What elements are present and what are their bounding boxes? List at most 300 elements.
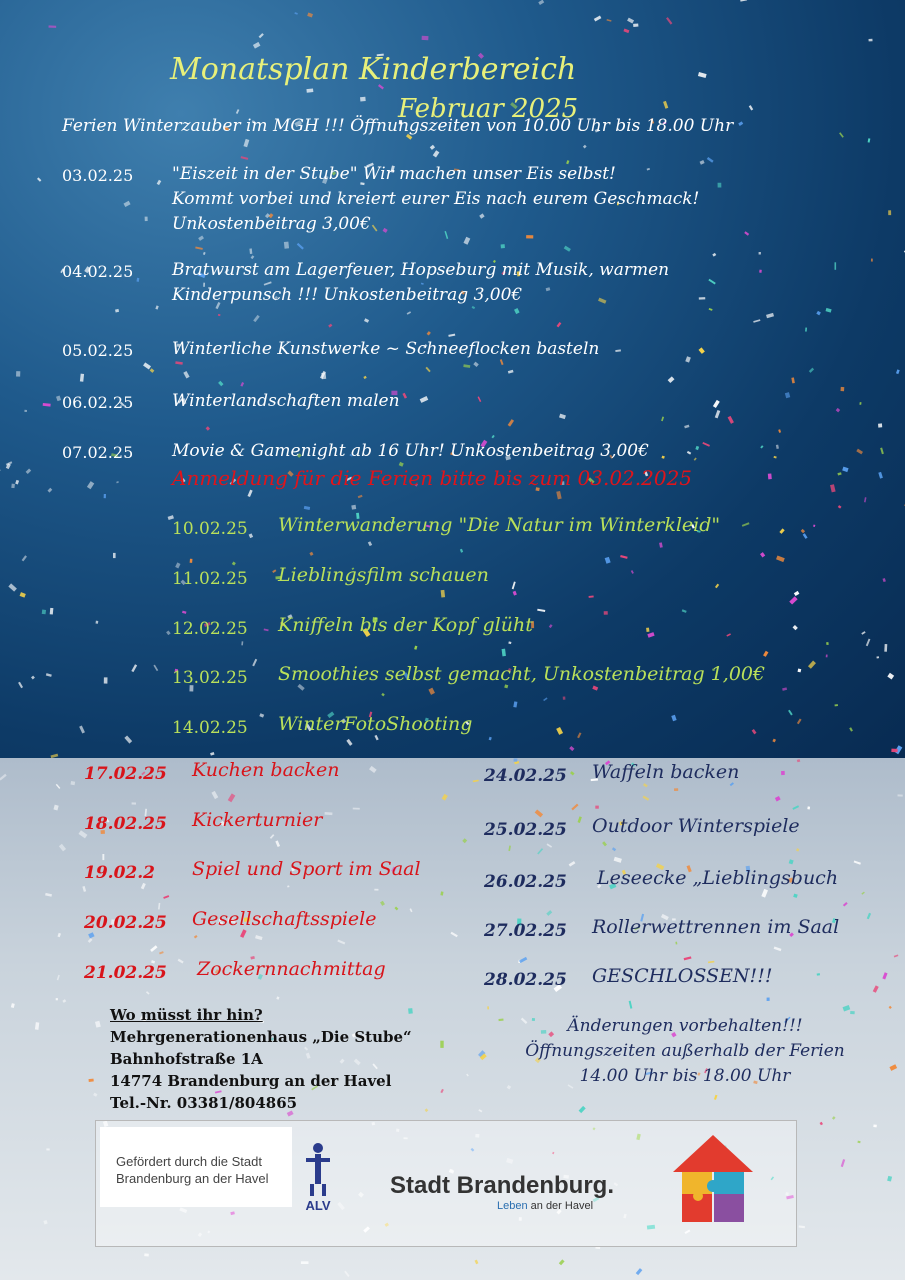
event-date: 25.02.25 bbox=[484, 820, 567, 840]
confetti-piece bbox=[46, 1148, 49, 1150]
confetti-piece bbox=[141, 883, 146, 889]
confetti-piece bbox=[294, 12, 297, 15]
confetti-piece bbox=[473, 780, 479, 783]
confetti-piece bbox=[647, 632, 654, 638]
confetti-piece bbox=[304, 506, 310, 510]
confetti-piece bbox=[820, 1122, 823, 1126]
confetti-piece bbox=[868, 138, 871, 142]
confetti-piece bbox=[857, 1141, 860, 1144]
confetti-piece bbox=[882, 972, 887, 979]
confetti-piece bbox=[116, 481, 119, 483]
puzzle-house-logo-icon bbox=[668, 1130, 758, 1230]
confetti-piece bbox=[537, 848, 543, 854]
confetti-piece bbox=[43, 403, 51, 407]
confetti-piece bbox=[595, 806, 599, 809]
confetti-piece bbox=[685, 356, 691, 362]
address-name: Mehrgenerationenhaus „Die Stube“ bbox=[110, 1028, 412, 1046]
confetti-piece bbox=[249, 533, 254, 538]
confetti-piece bbox=[157, 180, 162, 185]
confetti-piece bbox=[602, 841, 607, 846]
confetti-piece bbox=[440, 1041, 443, 1048]
confetti-piece bbox=[11, 1003, 15, 1008]
confetti-piece bbox=[56, 395, 61, 401]
event-text: Bratwurst am Lagerfeuer, Hopseburg mit Musik, warmen Kinderpunsch !!! Unkostenbeitrag 3,00€ bbox=[172, 260, 670, 305]
confetti-piece bbox=[629, 1001, 633, 1009]
confetti-piece bbox=[564, 246, 571, 252]
confetti-piece bbox=[47, 488, 52, 493]
confetti-piece bbox=[253, 42, 261, 49]
confetti-piece bbox=[287, 885, 289, 887]
confetti-piece bbox=[513, 591, 517, 596]
confetti-piece bbox=[843, 1005, 851, 1011]
confetti-piece bbox=[43, 1220, 47, 1224]
confetti-piece bbox=[826, 655, 828, 658]
confetti-piece bbox=[307, 12, 313, 17]
confetti-piece bbox=[88, 938, 93, 943]
confetti-piece bbox=[491, 435, 494, 438]
confetti-piece bbox=[832, 1116, 836, 1120]
confetti-piece bbox=[612, 847, 616, 851]
confetti-piece bbox=[871, 259, 873, 262]
confetti-piece bbox=[11, 484, 15, 489]
confetti-piece bbox=[776, 445, 779, 449]
confetti-piece bbox=[898, 794, 903, 796]
funding-box bbox=[100, 1127, 292, 1207]
confetti-piece bbox=[360, 97, 366, 102]
confetti-piece bbox=[22, 555, 27, 561]
confetti-piece bbox=[501, 244, 505, 248]
hours-note: Öffnungszeiten außerhalb der Ferien bbox=[525, 1041, 845, 1061]
confetti-piece bbox=[761, 889, 768, 898]
event-text: Spiel und Sport im Saal bbox=[192, 858, 421, 880]
confetti-piece bbox=[137, 278, 140, 282]
confetti-piece bbox=[793, 625, 798, 630]
confetti-piece bbox=[712, 253, 716, 257]
confetti-piece bbox=[808, 661, 816, 669]
confetti-piece bbox=[781, 771, 785, 775]
confetti-piece bbox=[889, 1064, 897, 1071]
confetti-piece bbox=[358, 495, 363, 498]
confetti-piece bbox=[430, 145, 435, 150]
confetti-piece bbox=[259, 713, 264, 717]
confetti-piece bbox=[836, 408, 840, 412]
confetti-piece bbox=[442, 794, 448, 801]
confetti-piece bbox=[96, 621, 99, 624]
confetti-piece bbox=[569, 746, 574, 751]
address-heading: Wo müsst ihr hin? bbox=[110, 1006, 263, 1024]
confetti-piece bbox=[805, 327, 807, 331]
event-date: 10.02.25 bbox=[172, 519, 248, 539]
event-date: 20.02.25 bbox=[84, 913, 167, 933]
confetti-piece bbox=[325, 812, 333, 815]
confetti-piece bbox=[841, 1159, 845, 1167]
confetti-piece bbox=[297, 243, 304, 250]
confetti-piece bbox=[753, 319, 760, 322]
confetti-piece bbox=[880, 448, 884, 455]
confetti-piece bbox=[801, 529, 805, 533]
confetti-piece bbox=[150, 368, 155, 373]
event-text: Winterliche Kunstwerke ~ Schneeflocken basteln bbox=[172, 339, 600, 359]
confetti-piece bbox=[744, 231, 749, 235]
confetti-piece bbox=[695, 446, 699, 450]
confetti-piece bbox=[190, 559, 193, 563]
confetti-piece bbox=[620, 555, 628, 559]
event-date: 17.02.25 bbox=[84, 764, 167, 784]
confetti-piece bbox=[240, 382, 244, 387]
confetti-piece bbox=[888, 210, 891, 215]
address-block bbox=[110, 1004, 412, 1114]
confetti-piece bbox=[826, 308, 832, 313]
confetti-piece bbox=[866, 639, 871, 647]
event-text: Movie & Gamenight ab 16 Uhr! Unkostenbeitrag 3,00€ bbox=[172, 441, 649, 461]
confetti-piece bbox=[772, 739, 776, 743]
confetti-piece bbox=[284, 242, 289, 249]
confetti-piece bbox=[487, 1006, 489, 1009]
confetti-piece bbox=[633, 23, 638, 27]
confetti-piece bbox=[502, 649, 506, 657]
confetti-piece bbox=[663, 101, 668, 109]
confetti-piece bbox=[776, 555, 785, 562]
confetti-piece bbox=[859, 402, 861, 405]
confetti-piece bbox=[792, 805, 799, 810]
confetti-piece bbox=[668, 376, 675, 383]
event-text: Winterlandschaften malen bbox=[172, 391, 400, 411]
confetti-piece bbox=[864, 497, 867, 502]
confetti-piece bbox=[368, 541, 372, 546]
confetti-piece bbox=[682, 609, 687, 613]
confetti-piece bbox=[569, 861, 576, 867]
confetti-piece bbox=[422, 36, 429, 40]
confetti-piece bbox=[556, 491, 561, 499]
confetti-piece bbox=[241, 156, 249, 160]
confetti-piece bbox=[837, 472, 841, 475]
confetti-piece bbox=[546, 910, 552, 916]
confetti-piece bbox=[163, 895, 169, 899]
confetti-piece bbox=[749, 105, 753, 110]
confetti-piece bbox=[861, 631, 865, 635]
confetti-piece bbox=[835, 262, 837, 270]
event-date: 18.02.25 bbox=[84, 814, 167, 834]
confetti-piece bbox=[514, 308, 520, 314]
confetti-piece bbox=[557, 322, 562, 327]
confetti-piece bbox=[337, 940, 345, 945]
event-date: 04.02.25 bbox=[62, 262, 134, 281]
confetti-piece bbox=[738, 121, 743, 126]
confetti-piece bbox=[0, 774, 7, 781]
confetti-piece bbox=[240, 929, 247, 938]
confetti-piece bbox=[614, 857, 622, 863]
confetti-piece bbox=[93, 1093, 97, 1097]
confetti-piece bbox=[123, 201, 130, 207]
event-text: Rollerwettrennen im Saal bbox=[592, 916, 840, 938]
confetti-piece bbox=[381, 693, 385, 696]
confetti-piece bbox=[882, 578, 885, 582]
confetti-piece bbox=[95, 1021, 101, 1028]
confetti-piece bbox=[817, 973, 820, 976]
ferien-hours-line: Ferien Winterzauber im MGH !!! Öffnungszeiten von 10.00 Uhr bis 18.00 Uhr bbox=[62, 116, 734, 136]
confetti-piece bbox=[549, 624, 553, 628]
confetti-piece bbox=[661, 416, 664, 421]
confetti-piece bbox=[428, 688, 435, 695]
confetti-piece bbox=[556, 727, 563, 735]
confetti-piece bbox=[194, 935, 198, 938]
confetti-piece bbox=[113, 553, 116, 558]
confetti-piece bbox=[475, 1260, 479, 1265]
confetti-piece bbox=[779, 528, 784, 534]
confetti-piece bbox=[272, 569, 276, 573]
confetti-piece bbox=[463, 237, 470, 245]
confetti-piece bbox=[31, 676, 35, 680]
confetti-piece bbox=[18, 682, 23, 689]
confetti-piece bbox=[427, 331, 431, 335]
confetti-piece bbox=[508, 370, 514, 374]
confetti-piece bbox=[364, 318, 369, 322]
confetti-piece bbox=[145, 217, 148, 221]
confetti-piece bbox=[708, 279, 715, 285]
confetti-piece bbox=[150, 945, 157, 952]
confetti-piece bbox=[8, 583, 17, 591]
confetti-piece bbox=[89, 1079, 94, 1082]
confetti-piece bbox=[16, 371, 20, 377]
confetti-piece bbox=[37, 177, 41, 181]
confetti-piece bbox=[577, 732, 581, 738]
confetti-piece bbox=[894, 954, 899, 957]
confetti-piece bbox=[760, 445, 763, 448]
event-date: 13.02.25 bbox=[172, 668, 248, 688]
confetti-piece bbox=[843, 902, 848, 907]
confetti-piece bbox=[643, 783, 648, 787]
confetti-piece bbox=[56, 784, 61, 789]
hours-value: 14.00 Uhr bis 18.00 Uhr bbox=[579, 1066, 791, 1086]
confetti-piece bbox=[24, 410, 27, 412]
confetti-piece bbox=[709, 308, 713, 311]
event-text: Kniffeln bis der Kopf glüht bbox=[278, 614, 533, 636]
confetti-piece bbox=[884, 644, 887, 652]
confetti-piece bbox=[547, 843, 553, 847]
confetti-piece bbox=[839, 132, 844, 138]
confetti-piece bbox=[797, 759, 800, 762]
confetti-piece bbox=[666, 17, 672, 24]
confetti-piece bbox=[579, 1106, 586, 1113]
confetti-piece bbox=[659, 542, 663, 547]
event-date: 14.02.25 bbox=[172, 718, 248, 738]
confetti-piece bbox=[538, 0, 544, 5]
confetti-piece bbox=[789, 859, 794, 864]
confetti-piece bbox=[606, 19, 611, 22]
confetti-piece bbox=[759, 252, 761, 255]
confetti-piece bbox=[861, 892, 864, 895]
confetti-piece bbox=[793, 894, 798, 898]
confetti-piece bbox=[535, 809, 543, 817]
stadt-brandenburg-logo: Stadt Brandenburg. bbox=[390, 1172, 615, 1199]
changes-note: Änderungen vorbehalten!!! bbox=[567, 1016, 803, 1036]
confetti-piece bbox=[513, 701, 517, 707]
confetti-piece bbox=[708, 961, 714, 964]
confetti-piece bbox=[182, 611, 186, 614]
confetti-piece bbox=[462, 838, 467, 843]
confetti-piece bbox=[478, 396, 482, 402]
confetti-piece bbox=[144, 1253, 149, 1256]
confetti-piece bbox=[684, 956, 692, 960]
confetti-piece bbox=[687, 451, 691, 455]
confetti-piece bbox=[210, 752, 214, 756]
confetti-piece bbox=[698, 72, 707, 78]
confetti-piece bbox=[228, 793, 236, 802]
confetti-piece bbox=[740, 0, 747, 2]
event-date: 07.02.25 bbox=[62, 443, 134, 462]
confetti-piece bbox=[50, 608, 54, 615]
confetti-piece bbox=[124, 735, 132, 743]
confetti-piece bbox=[796, 848, 799, 851]
event-date: 26.02.25 bbox=[484, 872, 567, 892]
confetti-piece bbox=[143, 362, 151, 369]
confetti-piece bbox=[249, 248, 252, 254]
confetti-piece bbox=[243, 139, 249, 147]
confetti-piece bbox=[537, 609, 545, 612]
confetti-piece bbox=[252, 659, 257, 667]
confetti-piece bbox=[809, 368, 814, 373]
event-text: Outdoor Winterspiele bbox=[592, 815, 800, 837]
confetti-piece bbox=[856, 449, 863, 455]
confetti-piece bbox=[178, 959, 184, 964]
confetti-piece bbox=[869, 39, 873, 42]
confetti-piece bbox=[775, 796, 781, 801]
confetti-piece bbox=[728, 416, 734, 424]
confetti-piece bbox=[253, 315, 260, 322]
confetti-piece bbox=[478, 1109, 482, 1112]
confetti-piece bbox=[878, 423, 882, 427]
confetti-piece bbox=[854, 861, 861, 865]
page-month: Februar 2025 bbox=[398, 94, 579, 124]
confetti-piece bbox=[508, 845, 511, 851]
confetti-piece bbox=[35, 1022, 39, 1030]
event-text: "Eiszeit in der Stube" Wir machen unser Eis selbst! Kommt vorbei und kreiert eurer Eis nach eurem Geschmack! Unkostenbeitrag 3,00€ bbox=[172, 164, 700, 234]
funding-line-2: Brandenburg an der Havel bbox=[116, 1171, 269, 1186]
confetti-piece bbox=[891, 749, 897, 753]
confetti-piece bbox=[195, 246, 203, 249]
confetti-piece bbox=[838, 505, 842, 509]
confetti-piece bbox=[849, 727, 853, 731]
confetti-piece bbox=[702, 442, 710, 447]
event-date: 06.02.25 bbox=[62, 393, 134, 412]
alv-text: ALV bbox=[305, 1198, 331, 1212]
confetti-piece bbox=[799, 1225, 805, 1228]
confetti-piece bbox=[369, 766, 377, 773]
confetti-piece bbox=[774, 947, 782, 952]
confetti-piece bbox=[768, 473, 772, 479]
confetti-piece bbox=[508, 641, 511, 644]
confetti-piece bbox=[276, 996, 279, 999]
confetti-piece bbox=[589, 596, 594, 598]
page-title: Monatsplan Kinderbereich bbox=[170, 52, 577, 87]
confetti-piece bbox=[218, 381, 223, 386]
confetti-piece bbox=[798, 669, 802, 673]
confetti-piece bbox=[115, 309, 119, 313]
event-text: Zockernnachmittag bbox=[197, 958, 386, 980]
confetti-piece bbox=[559, 414, 566, 420]
event-date: 12.02.25 bbox=[172, 619, 248, 639]
confetti-piece bbox=[175, 562, 180, 568]
confetti-piece bbox=[559, 1259, 565, 1265]
confetti-piece bbox=[70, 781, 75, 785]
confetti-piece bbox=[763, 651, 768, 657]
confetti-piece bbox=[259, 33, 264, 38]
confetti-piece bbox=[519, 957, 527, 963]
confetti-piece bbox=[694, 457, 697, 460]
confetti-piece bbox=[353, 808, 360, 810]
confetti-piece bbox=[102, 854, 104, 860]
confetti-piece bbox=[643, 795, 650, 800]
confetti-piece bbox=[789, 596, 797, 604]
confetti-piece bbox=[306, 88, 313, 92]
confetti-piece bbox=[807, 806, 810, 809]
confetti-piece bbox=[374, 889, 378, 891]
event-date: 24.02.25 bbox=[484, 766, 567, 786]
confetti-piece bbox=[425, 367, 430, 373]
confetti-piece bbox=[460, 549, 463, 553]
event-text: Lieblingsfilm schauen bbox=[278, 564, 489, 586]
confetti-piece bbox=[380, 901, 385, 906]
confetti-piece bbox=[878, 472, 883, 479]
confetti-piece bbox=[570, 771, 575, 775]
event-date: 11.02.25 bbox=[172, 569, 248, 589]
confetti-piece bbox=[889, 1006, 892, 1009]
confetti-piece bbox=[718, 183, 722, 188]
event-date: 28.02.25 bbox=[484, 970, 567, 990]
confetti-piece bbox=[791, 377, 795, 383]
event-text: GESCHLOSSEN!!! bbox=[592, 965, 773, 987]
confetti-piece bbox=[275, 840, 280, 847]
confetti-piece bbox=[797, 718, 802, 724]
confetti-piece bbox=[420, 396, 429, 403]
confetti-piece bbox=[615, 349, 621, 352]
confetti-piece bbox=[87, 481, 94, 489]
confetti-piece bbox=[49, 25, 57, 27]
confetti-piece bbox=[631, 570, 634, 574]
confetti-piece bbox=[132, 802, 136, 804]
confetti-piece bbox=[104, 677, 108, 683]
event-text: Kickerturnier bbox=[192, 809, 323, 831]
event-text: Leseecke „Lieblingsbuch bbox=[597, 867, 839, 889]
confetti-piece bbox=[203, 252, 206, 255]
confetti-piece bbox=[646, 628, 649, 632]
confetti-piece bbox=[247, 490, 252, 497]
confetti-piece bbox=[715, 584, 719, 589]
confetti-piece bbox=[873, 1124, 877, 1127]
confetti-piece bbox=[896, 369, 900, 374]
confetti-piece bbox=[440, 1089, 443, 1093]
confetti-piece bbox=[699, 347, 705, 354]
confetti-piece bbox=[50, 754, 58, 759]
confetti-piece bbox=[816, 311, 821, 316]
confetti-piece bbox=[0, 467, 1, 472]
confetti-piece bbox=[583, 145, 587, 149]
confetti-piece bbox=[206, 426, 210, 430]
confetti-piece bbox=[440, 891, 443, 895]
confetti-piece bbox=[425, 1108, 429, 1112]
confetti-piece bbox=[166, 631, 171, 636]
confetti-piece bbox=[671, 715, 676, 721]
confetti-piece bbox=[563, 696, 566, 699]
confetti-piece bbox=[788, 710, 793, 716]
confetti-piece bbox=[699, 297, 705, 299]
confetti-piece bbox=[876, 656, 879, 658]
confetti-piece bbox=[82, 886, 86, 892]
confetti-piece bbox=[45, 893, 52, 897]
address-street: Bahnhofstraße 1A bbox=[110, 1050, 263, 1068]
confetti-piece bbox=[508, 419, 514, 427]
event-text: Winterwanderung "Die Natur im Winterkleid" bbox=[278, 514, 721, 536]
